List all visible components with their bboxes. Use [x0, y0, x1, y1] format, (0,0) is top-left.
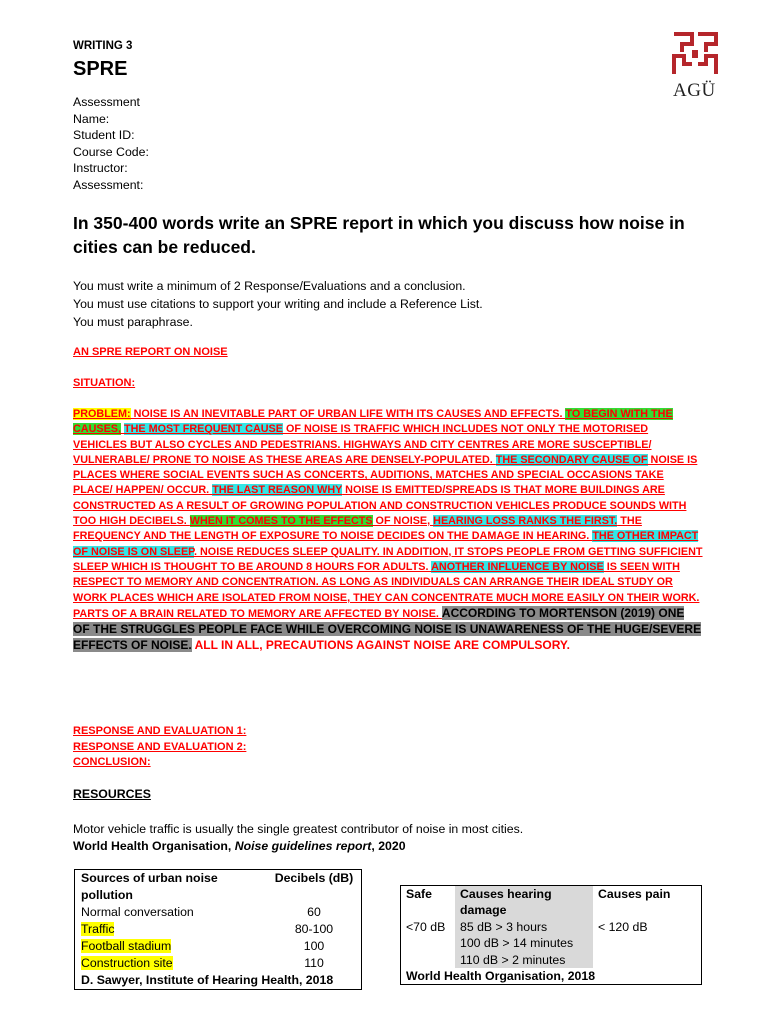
agu-logo-mark [670, 30, 720, 78]
table-citation-row [75, 972, 362, 990]
situation-heading: SITUATION: [73, 377, 136, 389]
logo-text: AGÜ [673, 80, 716, 101]
quote-text: Motor vehicle traffic is usually the single greatest contributor of noise in most cities. [73, 822, 524, 836]
db-cell: 60 [307, 905, 321, 919]
table-citation: World Health Organisation, 2018 [406, 969, 596, 984]
response-heading-1: RESPONSE AND EVALUATION 1: [73, 725, 247, 737]
header-cell: Causes pain [598, 887, 671, 901]
damage-line: 110 dB > 2 minutes [460, 952, 566, 967]
resource-quote [73, 821, 523, 855]
table-header-row [75, 870, 362, 905]
paragraph-segment: WHEN IT COMES TO THE EFFECTS [189, 515, 373, 528]
source-year: , 2020 [371, 839, 406, 853]
resources-heading: RESOURCES [73, 787, 151, 801]
paragraph-segment: ALL IN ALL, PRECAUTIONS AGAINST NOISE ARE COMPULSORY. [191, 638, 570, 653]
instructions [73, 277, 483, 331]
meta-line: Assessment: [73, 177, 144, 192]
paragraph-segment: THE SECONDARY CAUSE OF [495, 453, 648, 466]
agu-logo [670, 30, 720, 102]
paragraph-segment: NOISE IS EMITTED/SPREADS IS THAT MORE BUILDINGS ARE CONSTRUCTED AS A RESULT OF GROWING POPULATION AND CONSTRUCTION VEHICLES PRODUCE SOUNDS WITH TOO HIGH DECIBELS. [73, 484, 687, 528]
paragraph-segment: OF NOISE IS TRAFFIC WHICH INCLUDES NOT ONLY THE MOTORISED VEHICLES BUT ALSO CYCLES AND PEDESTRIANS. HIGHWAYS AND CITY CENTRES ARE MORE SUSCEPTIBLE/ VULNERABLE/ PRONE TO NOISE AS THESE AREAS ARE DENSELY-POPULATED. [73, 423, 652, 466]
pain-cell: < 120 dB [598, 919, 648, 934]
header-cell: Safe [406, 887, 432, 901]
table-citation: D. Sawyer, Institute of Hearing Health, 2018 [81, 973, 334, 987]
report-heading: AN SPRE REPORT ON NOISE [73, 346, 228, 358]
source-cell: Normal conversation [81, 905, 194, 919]
noise-levels-table [400, 885, 702, 985]
paragraph-segment: THE OTHER IMPACT OF NOISE IS ON SLEEP [73, 530, 699, 558]
source-title: Noise guidelines report [234, 839, 372, 853]
paragraph-segment: TO BEGIN WITH THE CAUSES, [73, 408, 673, 436]
table-row [401, 919, 702, 968]
student-info-block [73, 94, 149, 194]
meta-line: Assessment [73, 95, 140, 109]
table-header-row [401, 886, 702, 919]
instruction-line: You must paraphrase. [73, 315, 193, 329]
damage-cell [455, 919, 593, 968]
paragraph-segment: THE MOST FREQUENT CAUSE [124, 423, 283, 436]
table-row [75, 955, 362, 972]
meta-line: Course Code: [73, 144, 149, 159]
meta-line: Instructor: [73, 161, 128, 176]
source-cell [75, 938, 268, 955]
table-row [75, 921, 362, 938]
header-cell: Causes hearing damage [455, 886, 593, 919]
safe-cell: <70 dB [406, 919, 446, 934]
response-heading-2: RESPONSE AND EVALUATION 2: [73, 740, 247, 753]
table-row [75, 938, 362, 955]
damage-line: 100 dB > 14 minutes [460, 936, 574, 951]
source-cell [75, 921, 268, 938]
conclusion-heading: CONCLUSION: [73, 756, 151, 768]
quote-source [73, 838, 523, 855]
paragraph-segment: PROBLEM: [73, 408, 131, 420]
db-cell: 80-100 [294, 922, 334, 936]
meta-line: Name: [73, 111, 110, 126]
paragraph-segment: . NOISE REDUCES SLEEP QUALITY. IN ADDITION, IT STOPS PEOPLE FROM GETTING SUFFICIENT SLEEP WHICH IS THOUGHT TO BE AROUND 8 HOURS FOR ADULTS. [73, 545, 703, 573]
noise-sources-table [74, 869, 362, 990]
instruction-line: You must write a minimum of 2 Response/Evaluations and a conclusion. [73, 279, 466, 293]
paragraph-segment: HEARING LOSS RANKS THE FIRST. [433, 515, 618, 528]
highlighted-source: Football stadium [81, 939, 172, 953]
highlighted-source: Construction site [81, 956, 173, 970]
paragraph-segment: IS SEEN WITH RESPECT TO MEMORY AND CONCENTRATION. AS LONG AS INDIVIDUALS CAN ARRANGE THEIR IDEAL STUDY OR WORK PLACES WHICH ARE ISOLATED FROM NOISE, THEY CAN CONCENTRATE MUCH MORE EASILY ON THEIR WORK. PARTS OF A BRAIN RELATED TO MEMORY ARE AFFECTED BY NOISE. [73, 560, 700, 620]
writing-prompt: In 350-400 words write an SPRE report in which you discuss how noise in cities can be reduced. [73, 213, 685, 257]
header-cell: Decibels (dB) [274, 871, 354, 885]
paragraph-segment: NOISE IS PLACES WHERE SOCIAL EVENTS SUCH AS CONCERTS, AUDITIONS, MATCHES AND SPECIAL OCCASIONS TAKE PLACE/ HAPPEN/ OCCUR. [73, 453, 698, 497]
highlighted-source: Traffic [81, 922, 115, 936]
meta-line: Student ID: [73, 128, 135, 143]
paragraph-segment: THE LAST REASON WHY [212, 484, 343, 497]
table-citation-row [401, 968, 702, 985]
header-cell: Sources of urban noise pollution [81, 871, 218, 902]
source-org: World Health Organisation, [73, 839, 235, 853]
paragraph-segment: OF NOISE, [372, 515, 434, 528]
paragraph-segment: THE FREQUENCY AND THE LENGTH OF EXPOSURE TO NOISE DECIDES ON THE DAMAGE IN HEARING. [73, 515, 642, 543]
db-cell: 110 [304, 956, 324, 970]
db-cell: 100 [303, 939, 325, 953]
course-label: WRITING 3 [73, 40, 133, 52]
paragraph-segment: ANOTHER INFLUENCE BY NOISE [431, 560, 604, 573]
source-cell [75, 955, 268, 972]
paragraph-segment: ACCORDING TO MORTENSON (2019) ONE OF THE STRUGGLES PEOPLE FACE WHILE OVERCOMING NOISE IS UNAWARENESS OF THE HUGE/SEVERE EFFECTS OF NOISE. [73, 605, 702, 653]
table-row [75, 904, 362, 921]
paragraph-segment: NOISE IS AN INEVITABLE PART OF URBAN LIFE WITH ITS CAUSES AND EFFECTS. [130, 408, 566, 420]
document-title: SPRE [73, 58, 128, 80]
instruction-line: You must use citations to support your writing and include a Reference List. [73, 297, 483, 311]
response-headings [73, 724, 246, 771]
damage-line: 85 dB > 3 hours [460, 919, 548, 934]
situation-paragraph [73, 407, 703, 655]
